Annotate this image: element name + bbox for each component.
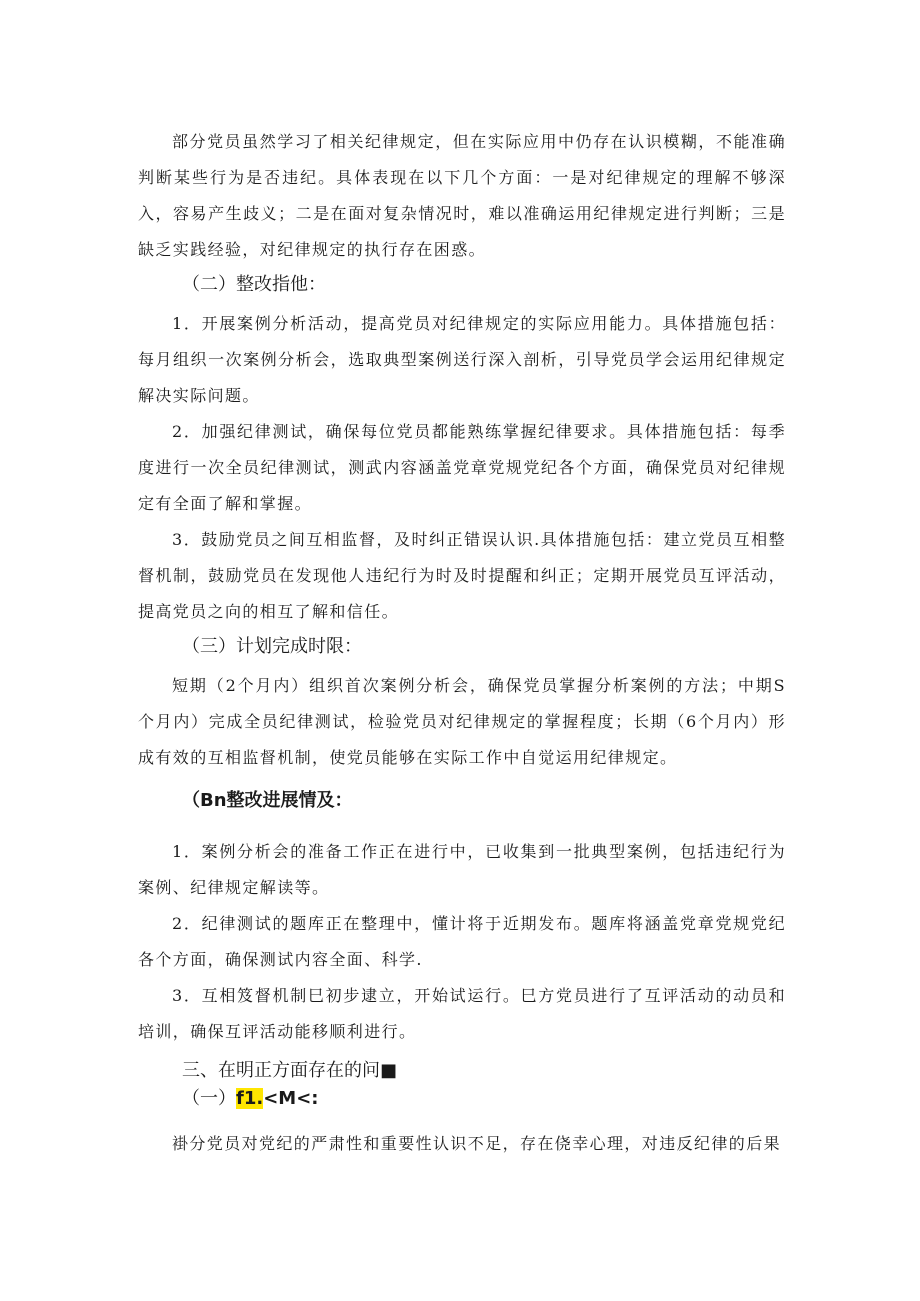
paragraph-measure-3: 3．鼓励党员之间互相监督，及时纠正错误认识.具体措施包括：建立党员互相整督机制，鼓励党员在发现他人违纪行为时及时提醒和纠正；定期开展党员互评活动，提高党员之向的相互了解和信任。 xyxy=(138,530,786,621)
paragraph-progress-2: 2．纪律测试的题库正在整理中，懂计将于近期发布。题库将涵盖党章党规党纪各个方面，确保测试内容全面、科学. xyxy=(138,914,786,969)
subsection-title-rest: <M<: xyxy=(263,1088,319,1109)
paragraph-progress-1: 1．案例分析会的准备工作正在进行中，已收集到一批典型案例，包括违纪行为案例、纪律规定解读等。 xyxy=(138,842,786,897)
paragraph-measure-2: 2．加强纪律测试，确保每位党员都能熟练掌握纪律要求。具体措施包括：每季度进行一次全员纪律测试，测武内容涵盖党章党规党纪各个方面，确保党员对纪律规定有全面了解和掌握。 xyxy=(138,422,786,513)
heading-rectification-measures: （二）整改指他： xyxy=(182,274,326,295)
heading-rectification-progress: （Bn整改进展情及： xyxy=(182,790,353,811)
paragraph-timeline: 短期（2个月内）组织首次案例分析会，确保党员掌握分析案例的方法；中期S个月内）完成全员纪律测试，检验党员对纪律规定的掌握程度；长期（6个月内）形成有效的互相监督机制，使党员能够在实际工作中自觉运用纪律规定。 xyxy=(138,676,786,767)
heading-completion-deadline: （三）计划完成时限： xyxy=(182,636,362,657)
heading-subsection-one xyxy=(182,1086,318,1112)
subsection-highlight: f1. xyxy=(236,1088,264,1109)
subsection-prefix: （一） xyxy=(182,1088,236,1109)
paragraph-last-line: 褂分党员对党纪的严肃性和重要性认识不足，存在侥幸心理，对违反纪律的后果 xyxy=(172,1134,782,1153)
paragraph-problem-description: 部分党员虽然学习了相关纪律规定，但在实际应用中仍存在认识模糊，不能准确判断某些行为是否违纪。具体表现在以下几个方面：一是对纪律规定的理解不够深入，容易产生歧义；二是在面对复杂情况时，难以准确运用纪律规定进行判断；三是缺乏实践经验，对纪律规定的执行存在困惑。 xyxy=(138,132,786,259)
paragraph-progress-3: 3．互相笈督机制巳初步逮立，开始试运行。巳方党员进行了互评活动的动员和培训，确保互评活动能移顺利进行。 xyxy=(138,986,786,1041)
paragraph-measure-1: 1．开展案例分析活动，提高党员对纪律规定的实际应用能力。具体措施包括：每月组织一次案例分析会，选取典型案例送行深入剖析，引导党员学会运用纪律规定解决实际问题。 xyxy=(138,314,786,405)
heading-section-three: 三、在明正方面存在的问■ xyxy=(182,1060,398,1081)
